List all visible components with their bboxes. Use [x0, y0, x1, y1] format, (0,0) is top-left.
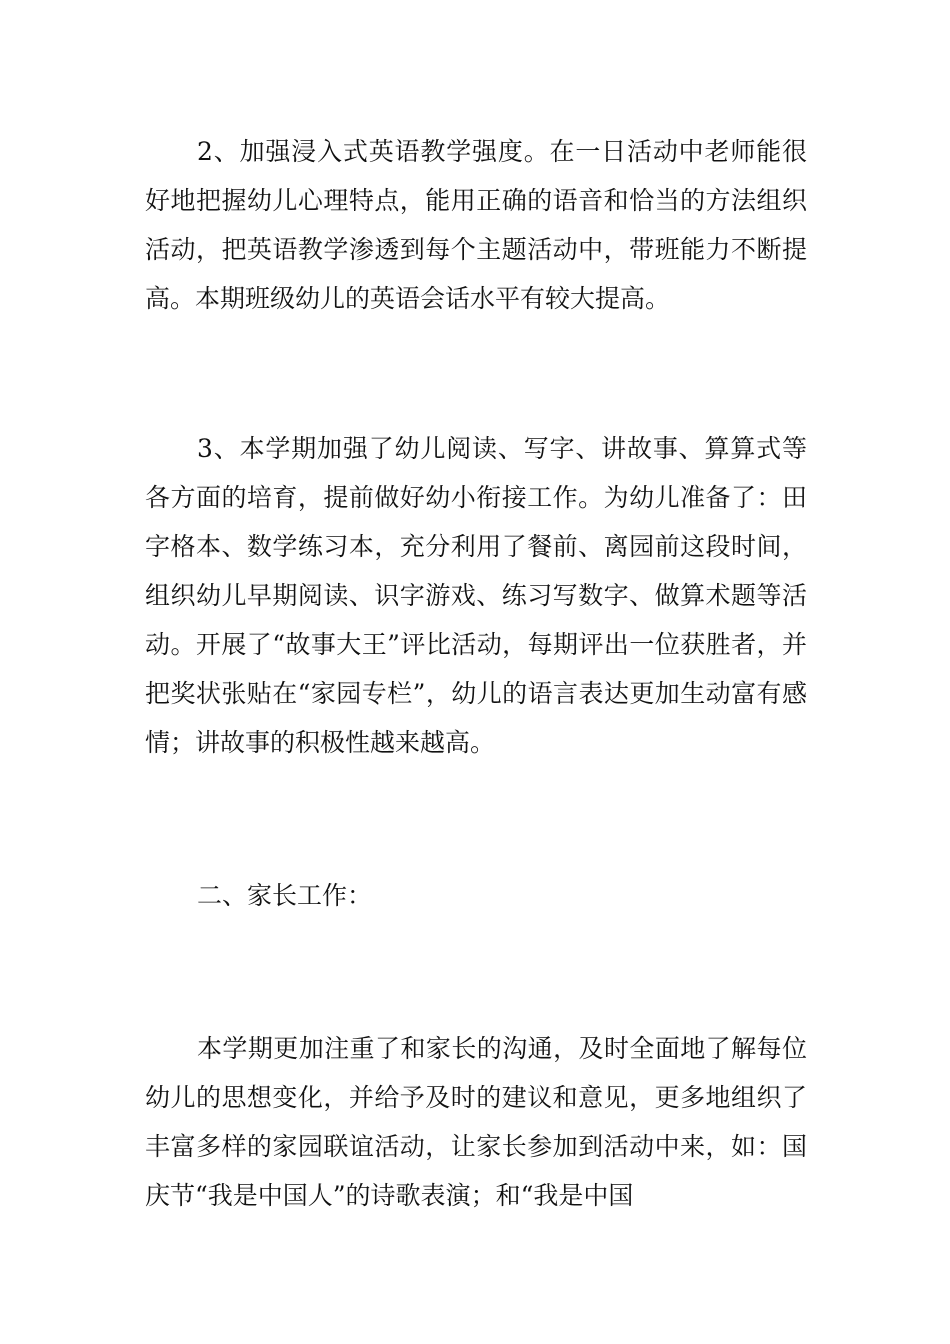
paragraph-reading-writing: 3、本学期加强了幼儿阅读、写字、讲故事、算算式等各方面的培育，提前做好幼小衔接工作。为幼儿准备了：田字格本、数学练习本，充分利用了餐前、离园前这段时间，组织幼儿早期阅读、识字游戏、练习写数字、做算术题等活动。开展了“故事大王”评比活动，每期评出一位获胜者，并把奖状张贴在“家园专栏”，幼儿的语言表达更加生动富有感情；讲故事的积极性越来越高。: [145, 434, 807, 757]
section-heading-parent-work: 二、家长工作：: [197, 881, 373, 910]
paragraph-parent-communication: 本学期更加注重了和家长的沟通，及时全面地了解每位幼儿的思想变化，并给予及时的建议和意见，更多地组织了丰富多样的家园联谊活动，让家长参加到活动中来，如：国庆节“我是中国人”的诗歌表演；和“我是中国: [145, 1034, 807, 1210]
paragraph-english-teaching: 2、加强浸入式英语教学强度。在一日活动中老师能很好地把握幼儿心理特点，能用正确的语音和恰当的方法组织活动，把英语教学渗透到每个主题活动中，带班能力不断提高。本期班级幼儿的英语会话水平有较大提高。: [145, 137, 807, 313]
